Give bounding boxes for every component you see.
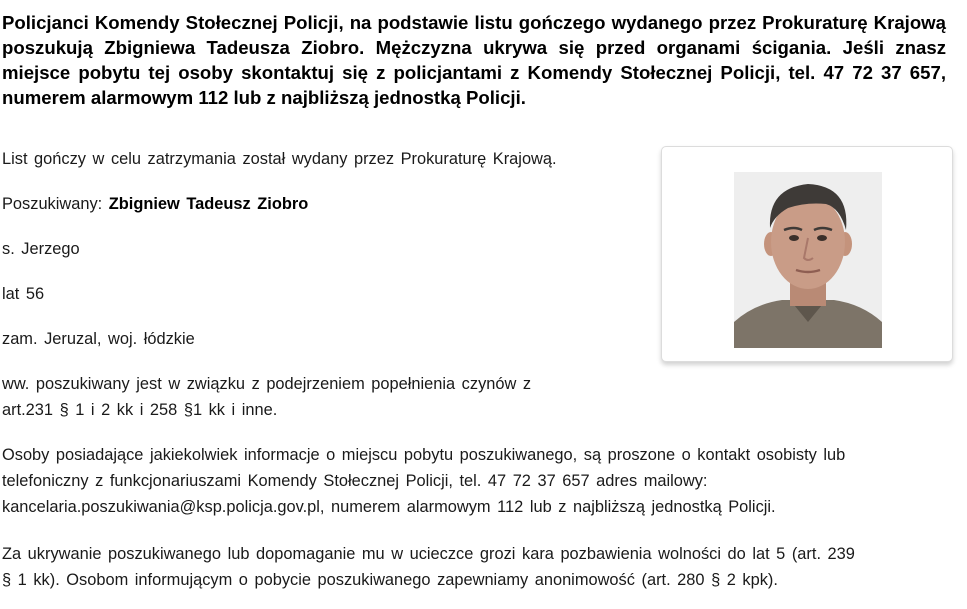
charges-line-2: art.231 § 1 i 2 kk i 258 §1 kk i inne. <box>2 401 278 419</box>
wanted-label: Poszukiwany: <box>2 195 109 213</box>
wanted-line <box>2 191 308 217</box>
photo-card <box>661 146 953 362</box>
age: lat 56 <box>2 285 45 303</box>
portrait-photo-icon <box>734 172 882 348</box>
lead-announcement: Policjanci Komendy Stołecznej Policji, na podstawie listu gończego wydanego przez Prokuraturę Krajową poszukują Zbigniewa Tadeusza Ziobro. Mężczyzna ukrywa się przed organami ścigania. Jeśli znasz miejsce pobytu tej osoby skontaktuj się z policjantami z Komendy Stołecznej Policji, tel. 47 72 37 657, numerem alarmowym 112 lub z najbliższą jednostką Policji. <box>2 12 946 108</box>
residence: zam. Jeruzal, woj. łódzkie <box>2 330 195 348</box>
portrait-photo <box>734 172 882 348</box>
penalty-line-1: Za ukrywanie poszukiwanego lub dopomaganie mu w ucieczce grozi kara pozbawienia wolności do lat 5 (art. 239 <box>2 545 855 563</box>
charges-line-1: ww. poszukiwany jest w związku z podejrzeniem popełnienia czynów z <box>2 375 532 393</box>
wanted-name: Zbigniew Tadeusz Ziobro <box>108 195 309 213</box>
contact-line-1: Osoby posiadające jakiekolwiek informacje o miejscu pobytu poszukiwanego, są proszone o kontakt osobisty lub <box>2 446 846 464</box>
warrant-info: List gończy w celu zatrzymania został wydany przez Prokuraturę Krajową. <box>2 150 557 168</box>
contact-line-2: telefoniczny z funkcjonariuszami Komendy Stołecznej Policji, tel. 47 72 37 657 adres mailowy: <box>2 472 708 490</box>
father-name: s. Jerzego <box>2 240 80 258</box>
penalty-line-2: § 1 kk). Osobom informującym o pobycie poszukiwanego zapewniamy anonimowość (art. 280 § 2 kpk). <box>2 571 778 589</box>
contact-line-3: kancelaria.poszukiwania@ksp.policja.gov.pl, numerem alarmowym 112 lub z najbliższą jednostką Policji. <box>2 498 776 516</box>
